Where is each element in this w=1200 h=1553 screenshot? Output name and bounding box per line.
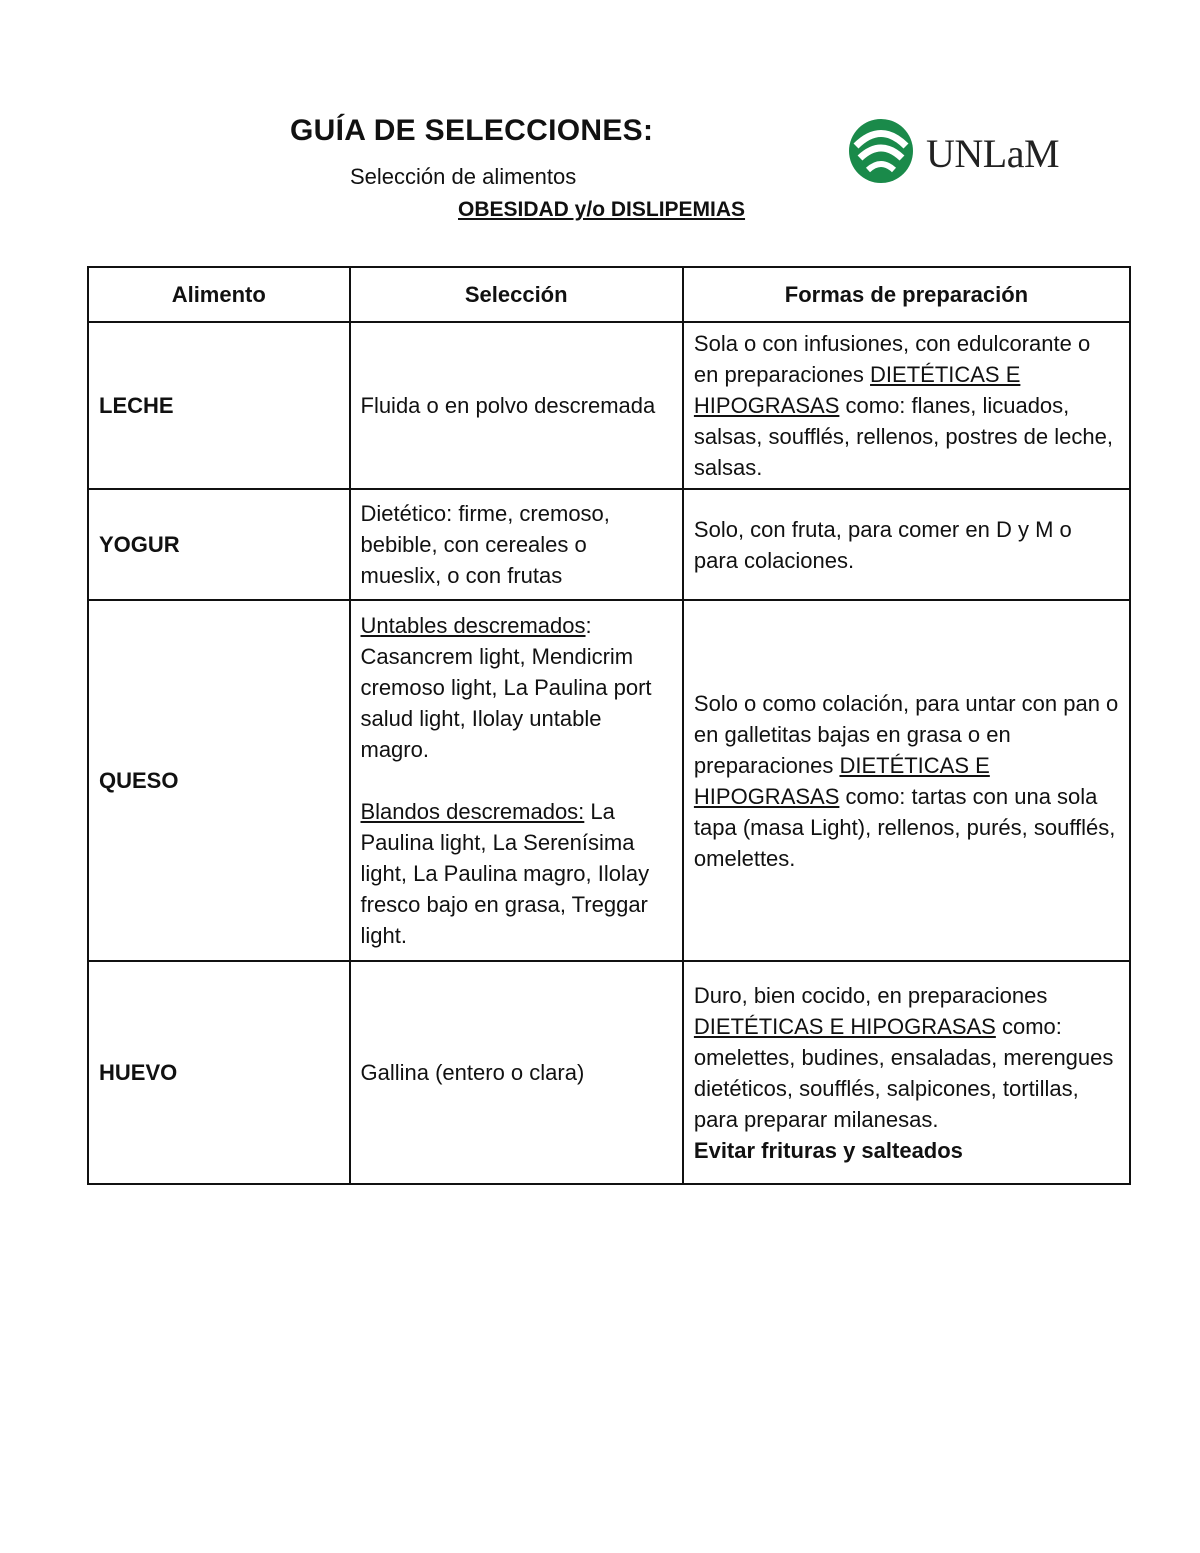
column-header-food: Alimento [88, 267, 350, 322]
table-row [88, 489, 1130, 600]
table-row [88, 322, 1130, 489]
table-header-row [88, 267, 1130, 322]
page-subtitle: Selección de alimentos [350, 164, 577, 189]
food-selection: Gallina (entero o clara) [350, 961, 683, 1184]
food-selection-table [87, 266, 1131, 1185]
food-preparation: Solo o como colación, para untar con pan o en galletitas bajas en grasa o en preparaciones DIETÉTICAS E HIPOGRASAS como: tartas con una sola tapa (masa Light), rellenos, purés, soufflés, omelettes. [683, 600, 1130, 961]
food-selection: Fluida o en polvo descremada [350, 322, 683, 489]
food-preparation: Sola o con infusiones, con edulcorante o en preparaciones DIETÉTICAS E HIPOGRASAS como: flanes, licuados, salsas, soufflés, rellenos, postres de leche, salsas. [683, 322, 1130, 489]
unlam-emblem-icon [846, 116, 916, 186]
food-preparation: Duro, bien cocido, en preparaciones DIETÉTICAS E HIPOGRASAS como: omelettes, budines, ensaladas, merengues dietéticos, soufflés, salpicones, tortillas, para preparar milanesas. Evitar frituras y salteados [683, 961, 1130, 1184]
column-header-selection: Selección [350, 267, 683, 322]
food-name: YOGUR [88, 489, 350, 600]
unlam-logo [846, 116, 1066, 186]
food-preparation: Solo, con fruta, para comer en D y M o para colaciones. [683, 489, 1130, 600]
food-name: QUESO [88, 600, 350, 961]
logo-text: UNLaM [926, 131, 1060, 176]
food-name: HUEVO [88, 961, 350, 1184]
food-selection: Dietético: firme, cremoso, bebible, con cereales o mueslix, o con frutas [350, 489, 683, 600]
food-selection: Untables descremados: Casancrem light, Mendicrim cremoso light, La Paulina port salud light, Ilolay untable magro. Blandos descremados: La Paulina light, La Serenísima light, La Paulina magro, Ilolay fresco bajo en grasa, Treggar light. [350, 600, 683, 961]
table-row [88, 961, 1130, 1184]
page-topic: OBESIDAD y/o DISLIPEMIAS [458, 198, 746, 221]
food-name: LECHE [88, 322, 350, 489]
table-row [88, 600, 1130, 961]
page-title: GUÍA DE SELECCIONES: [290, 114, 654, 147]
column-header-preparation: Formas de preparación [683, 267, 1130, 322]
